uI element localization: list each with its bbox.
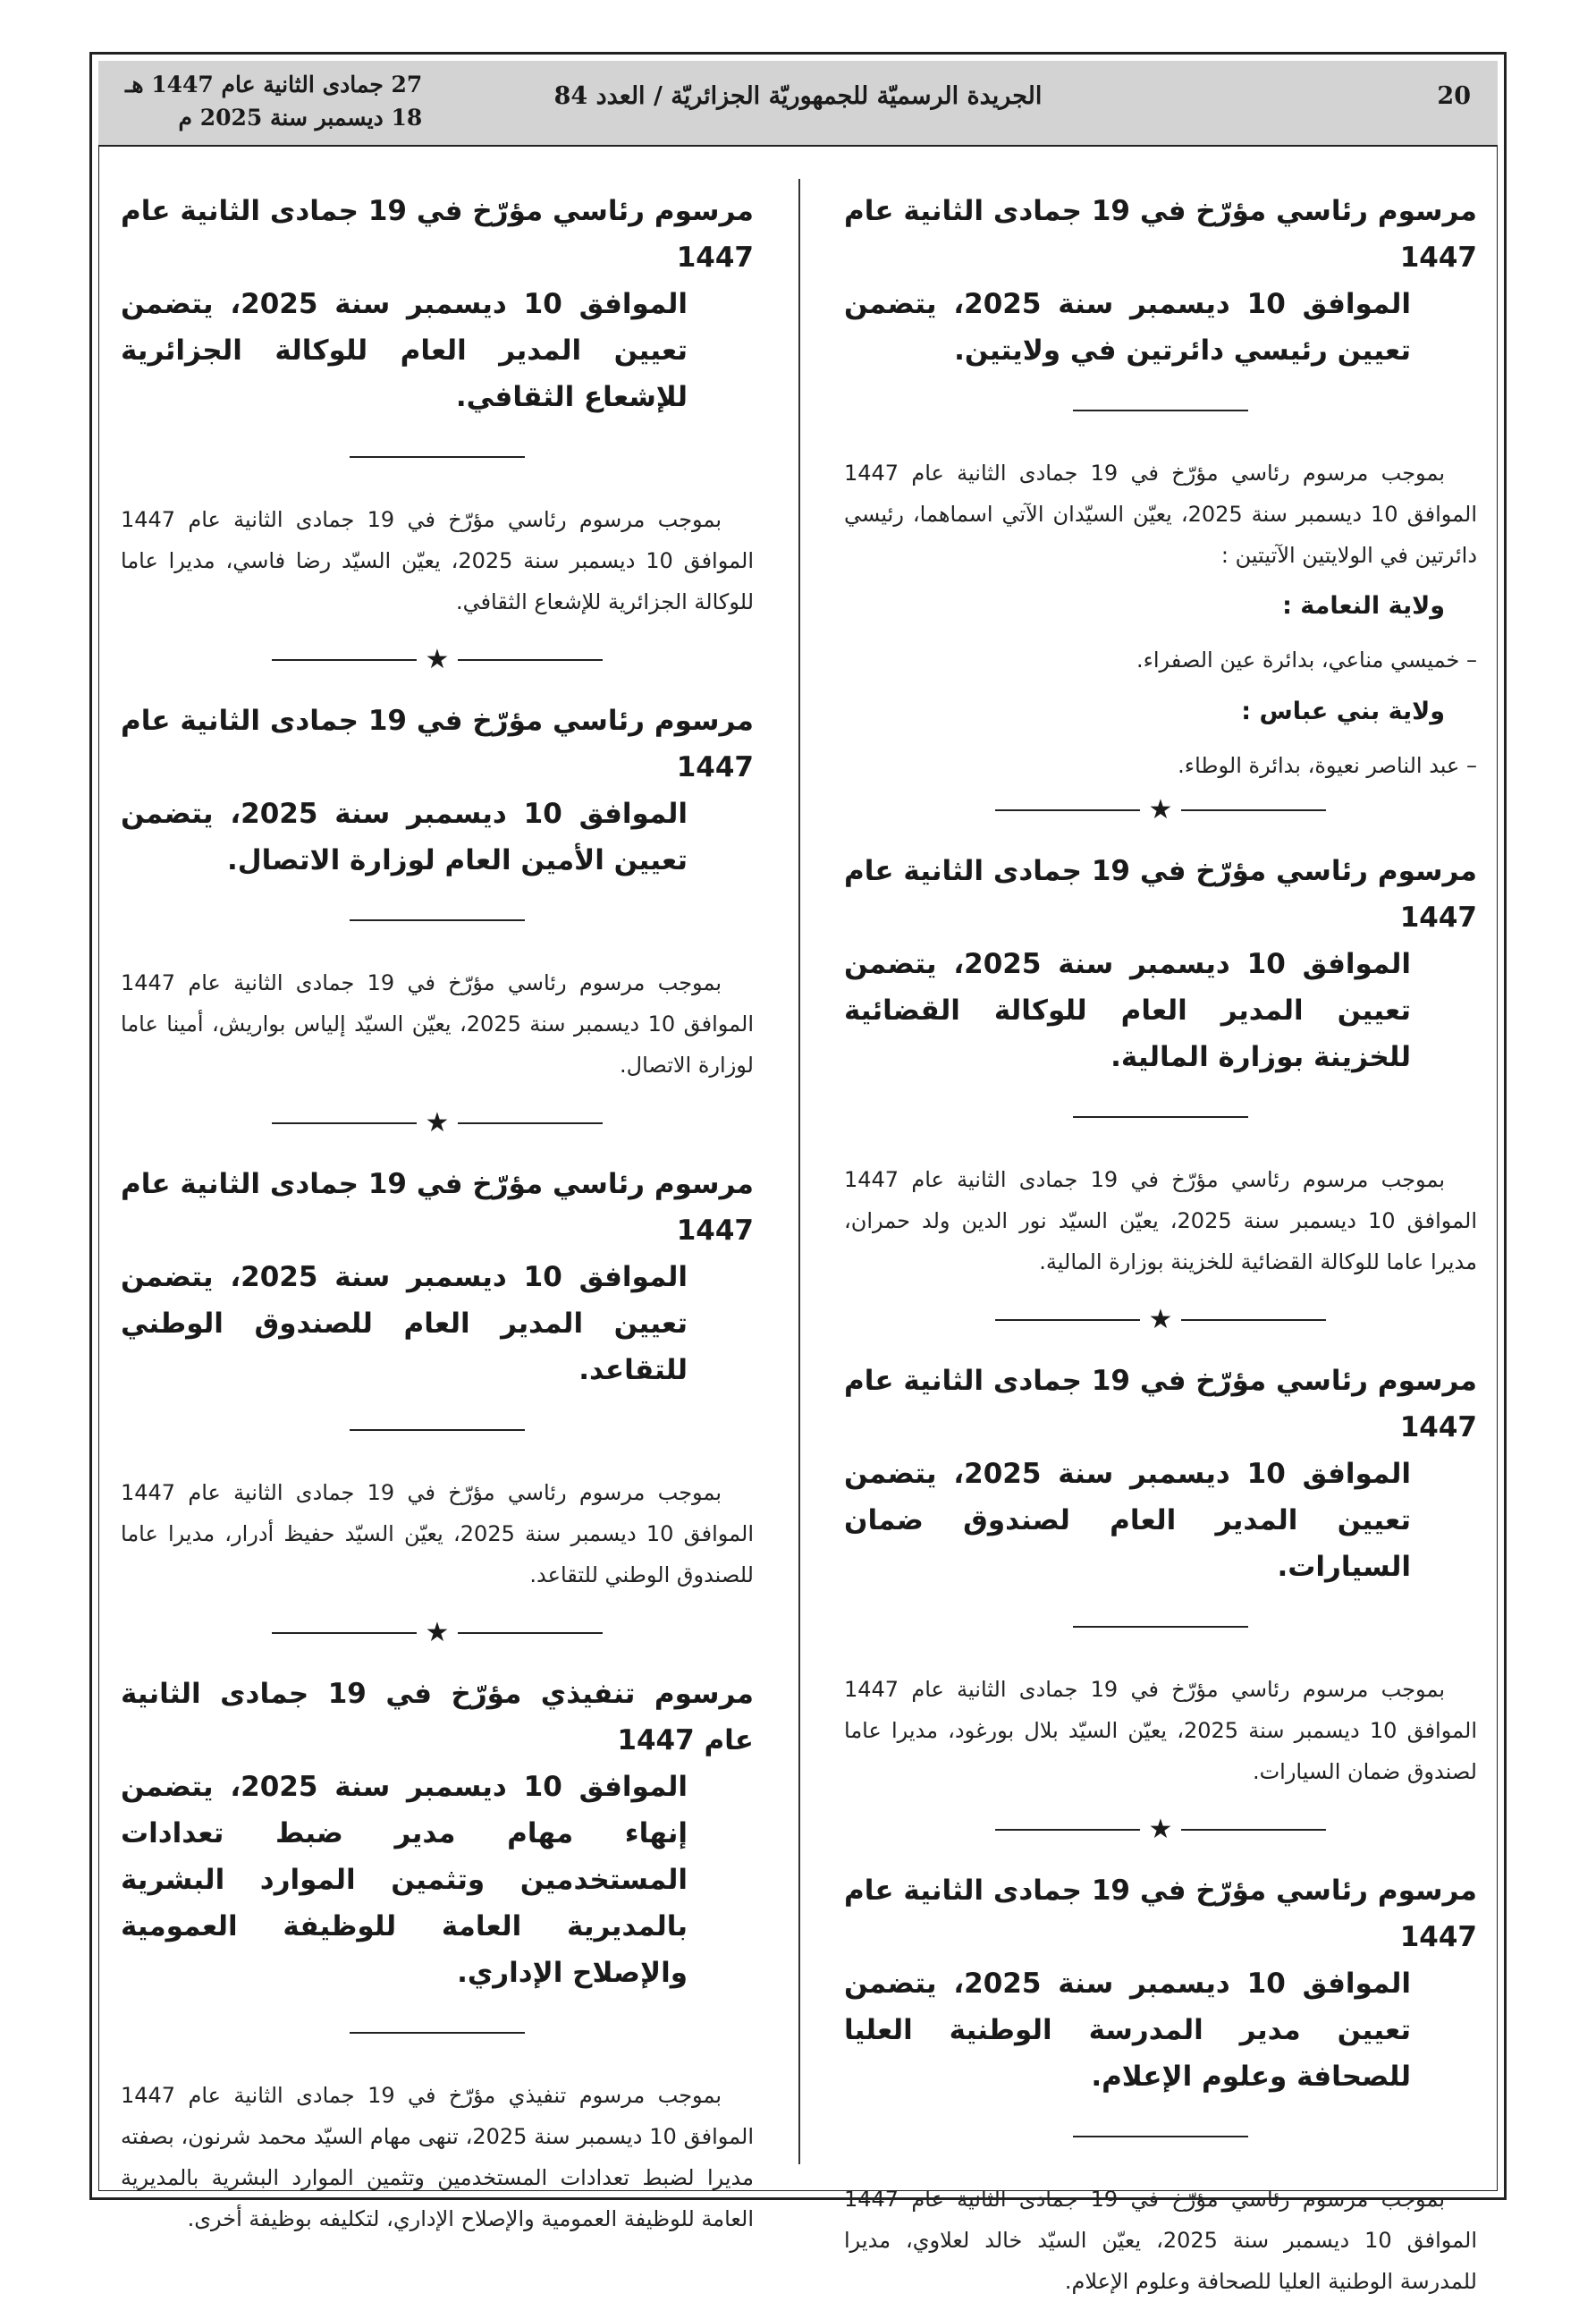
gazette-title: الجريدة الرسميّة للجمهوريّة الجزائريّة / العدد 84 (553, 82, 1043, 110)
title-rule (350, 2032, 525, 2034)
star-icon: ★ (425, 644, 450, 675)
decree-ra1 (844, 188, 1477, 787)
decree-title-rest: الموافق 10 ديسمبر سنة 2025، يتضمن تعيين المدير العام للوكالة القضائية للخزينة بوزارة المالية. (844, 948, 1411, 1073)
wilaya-heading: ولاية بني عباس : (1241, 698, 1445, 725)
decree-body (121, 962, 754, 1086)
decree-body-text: بموجب مرسوم رئاسي مؤرّخ في 19 جمادى الثانية عام 1447 الموافق 10 ديسمبر سنة 2025، يعيّن السيّد بلال بورغود، مديرا عاما لصندوق ضمان السيارات. (844, 1677, 1477, 1784)
star-separator (995, 1814, 1326, 1845)
decree-body (844, 1669, 1477, 1792)
decree-body-text: بموجب مرسوم رئاسي مؤرّخ في 19 جمادى الثانية عام 1447 الموافق 10 ديسمبر سنة 2025، يعيّن السيّد حفيظ أدرار، مديرا عاما للصندوق الوطني للتقاعد. (121, 1480, 755, 1587)
decree-body (121, 1472, 754, 1595)
star-separator (995, 1304, 1326, 1335)
decree-ra2 (844, 848, 1477, 1282)
star-icon: ★ (1148, 1304, 1173, 1335)
wilaya-heading: ولاية النعامة : (1282, 592, 1445, 620)
star-icon: ★ (1148, 1814, 1173, 1845)
page-number: 20 (1437, 82, 1471, 110)
right-column (844, 188, 1477, 2302)
decree-title-rest: الموافق 10 ديسمبر سنة 2025، يتضمن تعيين المدير العام للصندوق الوطني للتقاعد. (121, 1261, 688, 1386)
title-rule (1073, 410, 1248, 411)
decree-title-first-line: مرسوم رئاسي مؤرّخ في 19 جمادى الثانية عام 1447 (844, 1365, 1478, 1443)
decree-title-first-line: مرسوم رئاسي مؤرّخ في 19 جمادى الثانية عام 1447 (844, 1875, 1478, 1953)
star-icon: ★ (425, 1617, 450, 1648)
decree-title-rest: الموافق 10 ديسمبر سنة 2025، يتضمن تعيين رئيسي دائرتين في ولايتين. (844, 288, 1411, 367)
decree-title-rest: الموافق 10 ديسمبر سنة 2025، يتضمن تعيين المدير العام للوكالة الجزائرية للإشعاع الثقافي. (121, 288, 688, 413)
decree-title (121, 1671, 754, 1996)
star-separator (272, 1107, 603, 1138)
decree-la3 (121, 1161, 754, 1595)
decree-title-first-line: مرسوم رئاسي مؤرّخ في 19 جمادى الثانية عام 1447 (844, 855, 1478, 934)
decree-title-first-line: مرسوم رئاسي مؤرّخ في 19 جمادى الثانية عام 1447 (844, 195, 1478, 274)
decree-la1 (121, 188, 754, 622)
decree-body (121, 499, 754, 622)
decree-title (121, 698, 754, 884)
decree-title-first-line: مرسوم رئاسي مؤرّخ في 19 جمادى الثانية عام 1447 (121, 705, 755, 783)
star-icon: ★ (425, 1107, 450, 1138)
left-column (121, 188, 754, 2239)
decree-title-rest: الموافق 10 ديسمبر سنة 2025، يتضمن تعيين مدير المدرسة الوطنية العليا للصحافة وعلوم الإعلام. (844, 1968, 1411, 2093)
decree-body (121, 2075, 754, 2239)
issue-date-gregorian: 18 ديسمبر سنة 2025 م (178, 105, 423, 131)
decree-title-first-line: مرسوم تنفيذي مؤرّخ في 19 جمادى الثانية عام 1447 (121, 1678, 754, 1756)
decree-body (844, 1159, 1477, 1282)
decree-title (844, 1867, 1477, 2100)
star-separator (272, 1617, 603, 1648)
decree-body-text: بموجب مرسوم رئاسي مؤرّخ في 19 جمادى الثانية عام 1447 الموافق 10 ديسمبر سنة 2025، يعيّن السيّدان الآتي اسماهما، رئيسي دائرتين في الولايتين الآتيتين : (844, 461, 1477, 568)
decree-title (844, 1358, 1477, 1590)
decree-body-text: بموجب مرسوم رئاسي مؤرّخ في 19 جمادى الثانية عام 1447 الموافق 10 ديسمبر سنة 2025، يعيّن السيّد نور الدين ولد حمران، مديرا عاما للوكالة القضائية للخزينة بوزارة المالية. (844, 1167, 1477, 1274)
decree-body (844, 2179, 1477, 2302)
decree-title-first-line: مرسوم رئاسي مؤرّخ في 19 جمادى الثانية عام 1447 (121, 195, 755, 274)
decree-body-text: بموجب مرسوم رئاسي مؤرّخ في 19 جمادى الثانية عام 1447 الموافق 10 ديسمبر سنة 2025، يعيّن السيّد خالد لعلاوي، مديرا للمدرسة الوطنية العليا للصحافة وعلوم الإعلام. (844, 2187, 1478, 2294)
title-rule (1073, 2136, 1248, 2137)
decree-ra4 (844, 1867, 1477, 2302)
decree-title (121, 1161, 754, 1393)
title-rule (350, 1429, 525, 1431)
decree-body-text: بموجب مرسوم رئاسي مؤرّخ في 19 جمادى الثانية عام 1447 الموافق 10 ديسمبر سنة 2025، يعيّن السيّد إلياس بواريش، أمينا عاما لوزارة الاتصال. (121, 970, 754, 1078)
issue-date (125, 68, 422, 134)
decree-title (844, 188, 1477, 374)
decree-body (844, 453, 1477, 576)
decree-title (121, 188, 754, 420)
decree-la2 (121, 698, 754, 1086)
page-header (98, 61, 1498, 147)
star-separator (995, 794, 1326, 825)
decree-title-first-line: مرسوم رئاسي مؤرّخ في 19 جمادى الثانية عام 1447 (121, 1168, 755, 1247)
decree-title-rest: الموافق 10 ديسمبر سنة 2025، يتضمن إنهاء مهام مدير ضبط تعدادات المستخدمين وتثمين الموارد البشرية بالمديرية العامة للوظيفة العمومية والإصلاح الإداري. (121, 1771, 688, 1989)
decree-body-text: بموجب مرسوم تنفيذي مؤرّخ في 19 جمادى الثانية عام 1447 الموافق 10 ديسمبر سنة 2025، تنهى مهام السيّد محمد شرنون، بصفته مديرا لضبط تعدادات المستخدمين وتثمين الموارد البشرية بالمديرية العامة للوظيفة العمومية والإصلاح الإداري، لتكليفه بوظيفة أخرى. (121, 2083, 754, 2231)
decree-body-text: بموجب مرسوم رئاسي مؤرّخ في 19 جمادى الثانية عام 1447 الموافق 10 ديسمبر سنة 2025، يعيّن السيّد رضا فاسي، مديرا عاما للوكالة الجزائرية للإشعاع الثقافي. (121, 507, 754, 614)
issue-date-hijri: 27 جمادى الثانية عام 1447 هـ (125, 72, 423, 97)
appointee-item: – عبد الناصر نعيوة، بدائرة الوطاء. (1178, 753, 1477, 778)
title-rule (350, 456, 525, 458)
appointee-item: – خميسي مناعي، بدائرة عين الصفراء. (1136, 647, 1477, 673)
decree-title-rest: الموافق 10 ديسمبر سنة 2025، يتضمن تعيين الأمين العام لوزارة الاتصال. (121, 798, 688, 876)
title-rule (1073, 1626, 1248, 1628)
decree-la4 (121, 1671, 754, 2239)
title-rule (1073, 1116, 1248, 1118)
decree-title (844, 848, 1477, 1080)
column-divider (798, 179, 800, 2164)
decree-title-rest: الموافق 10 ديسمبر سنة 2025، يتضمن تعيين المدير العام لصندوق ضمان السيارات. (844, 1458, 1411, 1583)
decree-ra3 (844, 1358, 1477, 1792)
star-separator (272, 644, 603, 675)
title-rule (350, 919, 525, 921)
star-icon: ★ (1148, 794, 1173, 825)
